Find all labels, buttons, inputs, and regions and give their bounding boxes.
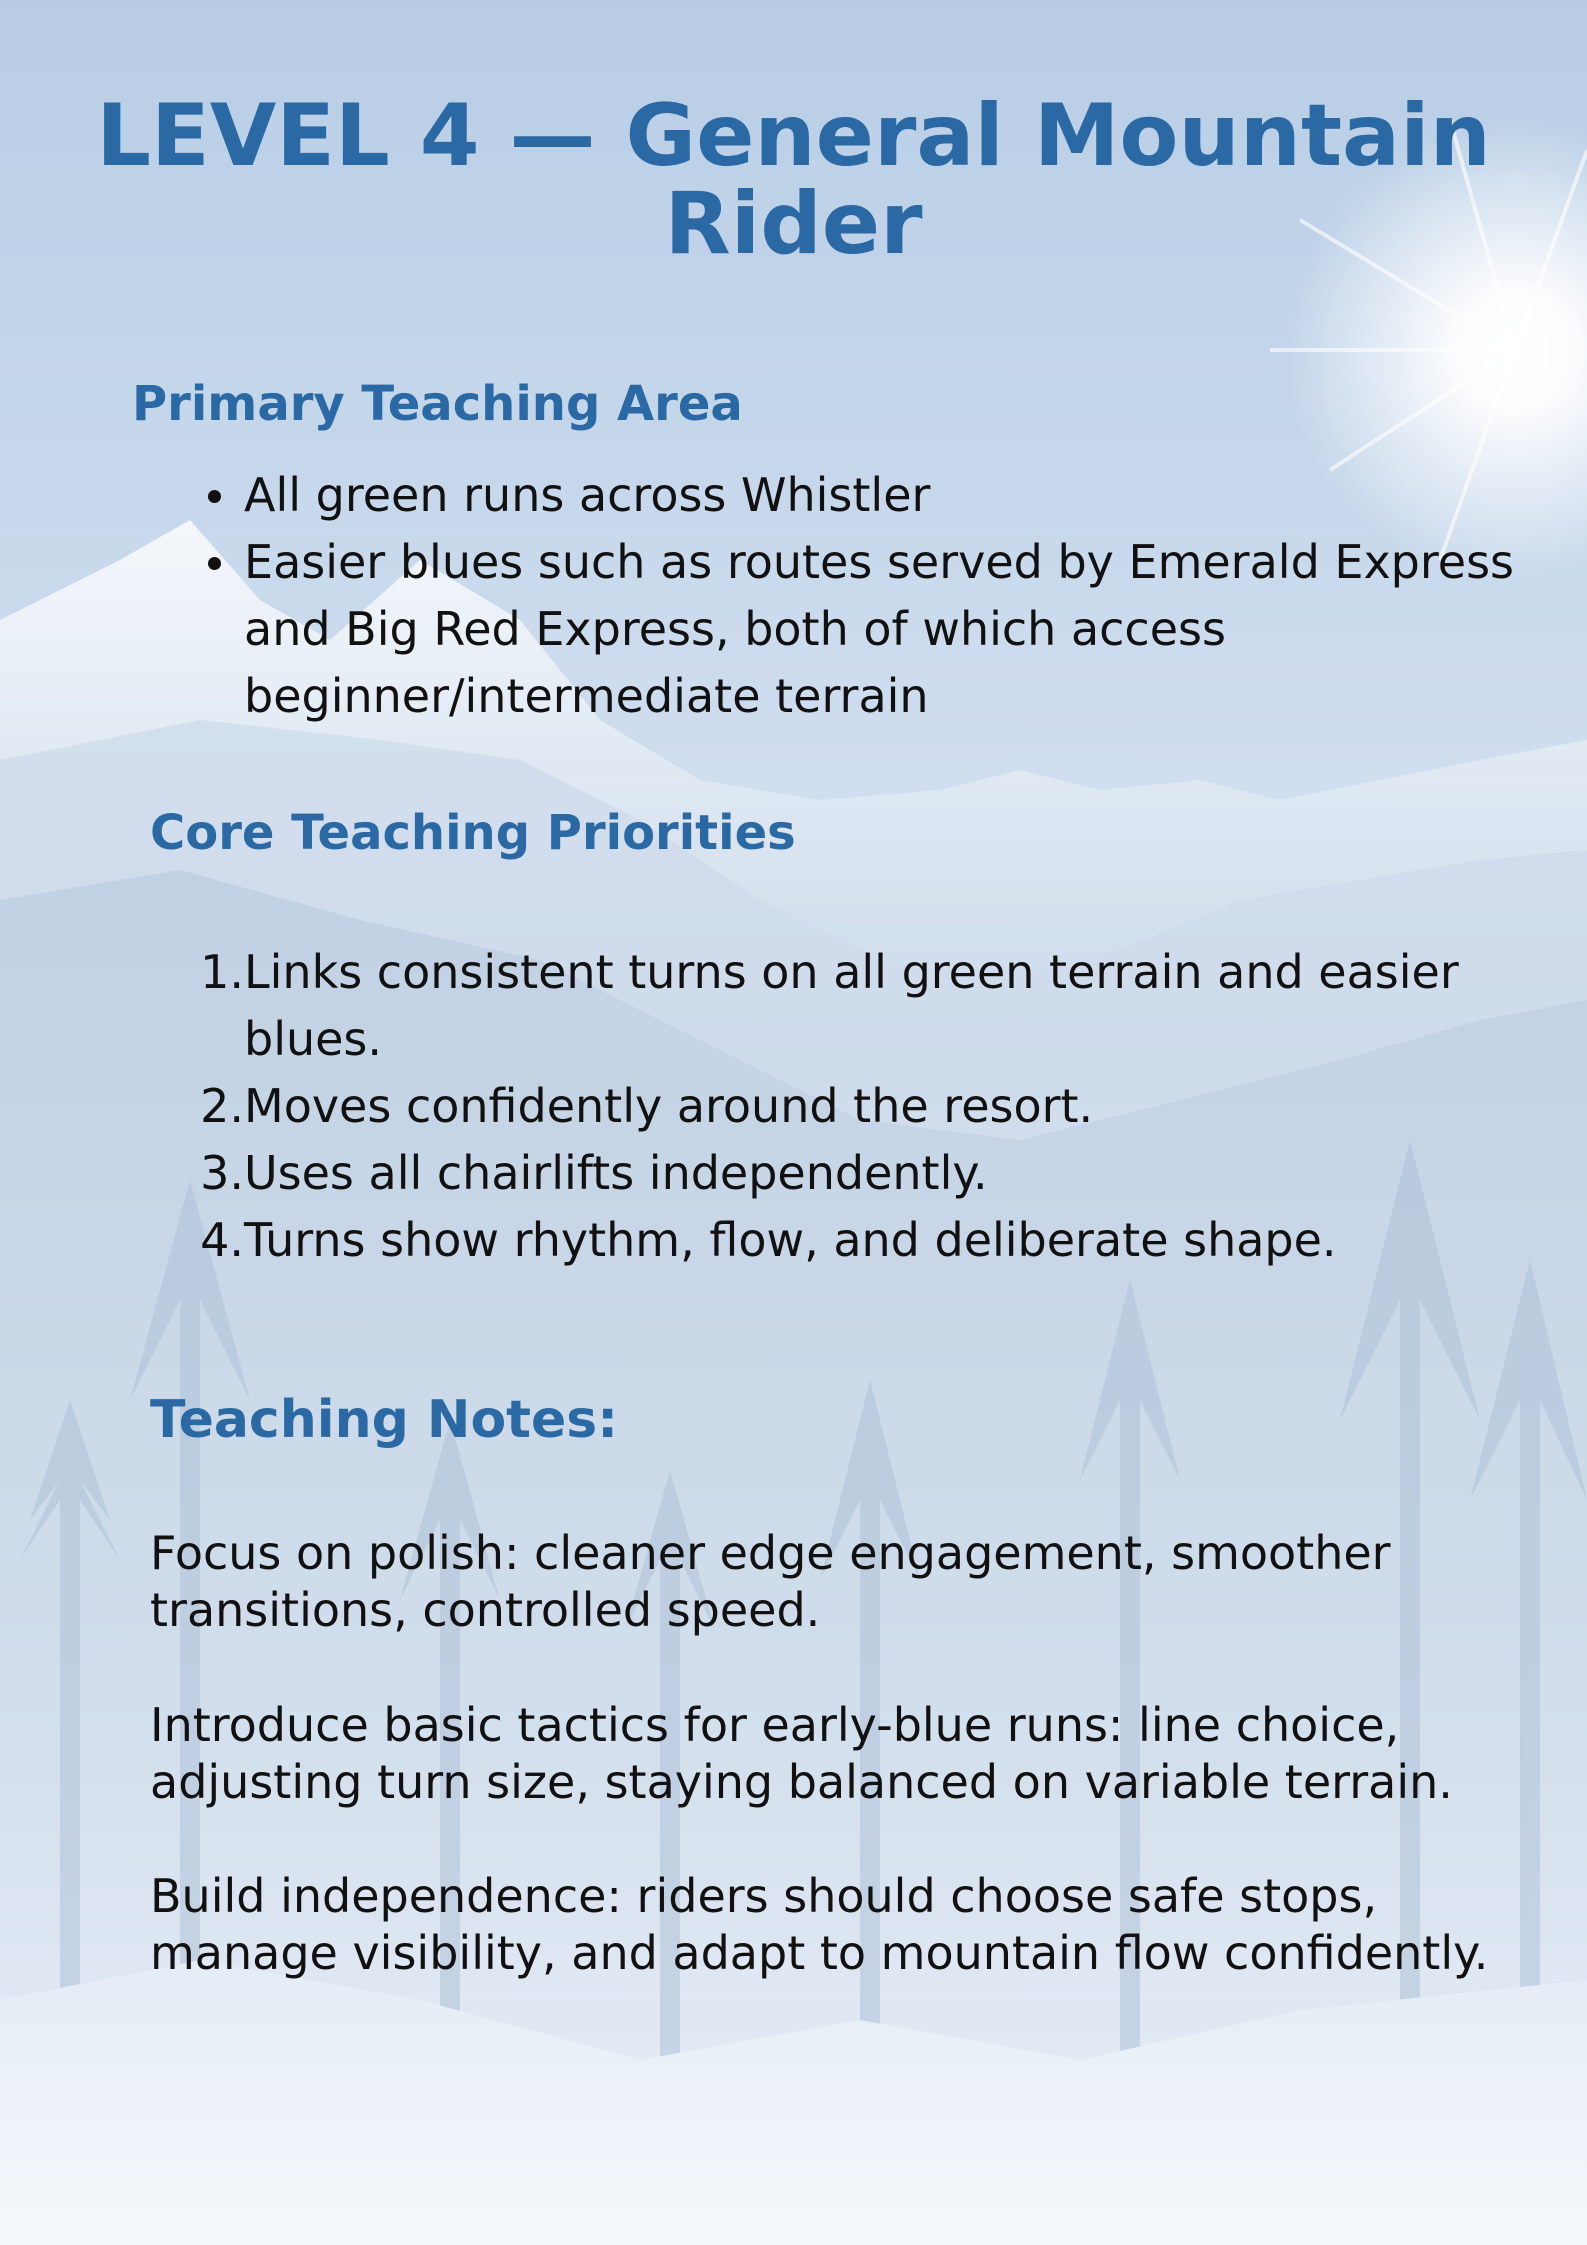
list-item <box>200 1140 1540 1207</box>
list-item-text: Uses all chairlifts independently. <box>244 1146 988 1200</box>
teaching-note-paragraph: Focus on polish: cleaner edge engagement, smoother transitions, controlled speed. <box>150 1526 1391 1637</box>
teaching-note-paragraph: Build independence: riders should choose safe stops, manage visibility, and adapt to mountain flow confidently. <box>150 1869 1489 1980</box>
list-item-number: 3. <box>200 1146 244 1200</box>
list-item-number: 4. <box>200 1213 244 1267</box>
list-item-text: Links consistent turns on all green terrain and easier blues. <box>244 945 1459 1066</box>
list-item-text: Moves confidently around the resort. <box>244 1079 1094 1133</box>
page-title-line-2: Rider <box>664 174 923 274</box>
core-teaching-priorities-list <box>200 939 1540 1274</box>
primary-teaching-area-heading: Primary Teaching Area <box>132 376 743 432</box>
list-item: Easier blues such as routes served by Emerald Express and Big Red Express, both of which access beginner/intermediate terrain <box>200 529 1560 730</box>
teaching-note-paragraph: Introduce basic tactics for early-blue runs: line choice, adjusting turn size, staying balanced on variable terrain. <box>150 1698 1453 1809</box>
core-teaching-priorities-heading: Core Teaching Priorities <box>150 805 796 861</box>
primary-teaching-area-list <box>200 462 1560 730</box>
list-item <box>200 1207 1540 1274</box>
list-item: All green runs across Whistler <box>200 462 1560 529</box>
page-title <box>0 86 1587 274</box>
list-item-text: Turns show rhythm, flow, and deliberate shape. <box>244 1213 1337 1267</box>
teaching-notes-heading: Teaching Notes: <box>150 1390 619 1450</box>
list-item <box>200 1073 1540 1140</box>
page-title-line-1: LEVEL 4 — General Mountain <box>96 86 1491 186</box>
list-item <box>200 939 1540 1073</box>
list-item-number: 1. <box>200 945 244 999</box>
list-item-number: 2. <box>200 1079 244 1133</box>
